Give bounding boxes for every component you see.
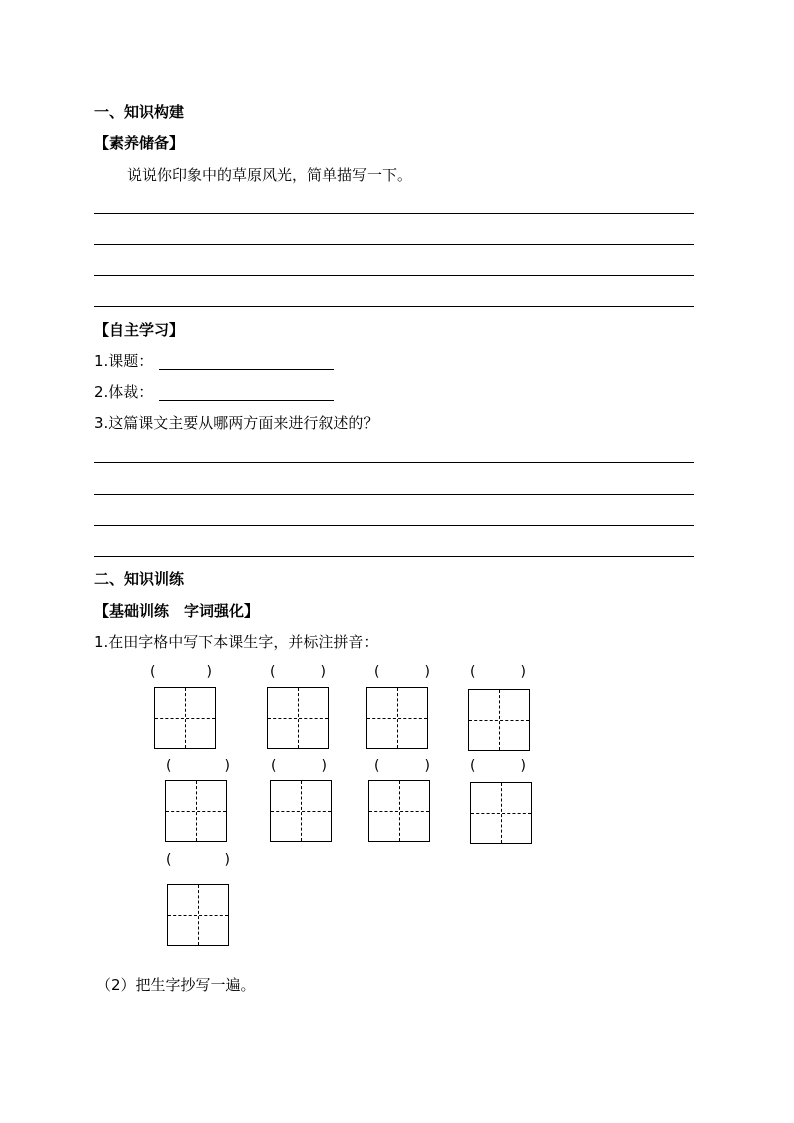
tianzige-grid[interactable] <box>366 687 428 749</box>
tianzige-grid[interactable] <box>167 884 229 946</box>
pinyin-parentheses[interactable]: ( ) <box>150 664 212 680</box>
genre-blank[interactable] <box>159 400 334 401</box>
pinyin-parentheses[interactable]: ( ) <box>166 758 230 774</box>
answer-line[interactable] <box>94 556 694 557</box>
question-narration-aspects: 3.这篇课文主要从哪两方面来进行叙述的？ <box>94 414 379 432</box>
subsection-title-literacy-reserve: 【素养储备】 <box>94 134 185 152</box>
subsection-title-self-study: 【自主学习】 <box>94 321 185 339</box>
literacy-prompt: 说说你印象中的草原风光，简单描写一下。 <box>127 166 413 184</box>
answer-line[interactable] <box>94 494 694 495</box>
tianzige-grid[interactable] <box>270 780 332 842</box>
tianzige-grid[interactable] <box>267 687 329 749</box>
section-heading-2: 二、知识训练 <box>94 570 185 588</box>
question-copy-characters: （2）把生字抄写一遍。 <box>96 976 256 994</box>
answer-line[interactable] <box>94 244 694 245</box>
answer-line[interactable] <box>94 213 694 214</box>
question-genre-label: 2.体裁： <box>94 383 154 401</box>
tianzige-grid[interactable] <box>165 780 227 842</box>
pinyin-parentheses[interactable]: ( ) <box>270 664 326 680</box>
answer-line[interactable] <box>94 525 694 526</box>
tianzige-grid[interactable] <box>154 687 216 749</box>
tianzige-grid[interactable] <box>468 689 530 751</box>
tianzige-grid[interactable] <box>470 782 532 844</box>
subsection-title-basic-training: 【基础训练 字词强化】 <box>94 602 260 620</box>
pinyin-parentheses[interactable]: ( ) <box>470 664 526 680</box>
pinyin-parentheses[interactable]: ( ) <box>470 758 526 774</box>
pinyin-parentheses[interactable]: ( ) <box>271 758 327 774</box>
tianzige-grid[interactable] <box>368 780 430 842</box>
answer-line[interactable] <box>94 462 694 463</box>
answer-line[interactable] <box>94 275 694 276</box>
question-write-characters: 1.在田字格中写下本课生字，并标注拼音： <box>94 633 379 651</box>
section-heading-1: 一、知识构建 <box>94 103 185 121</box>
topic-blank[interactable] <box>159 369 334 370</box>
question-topic-label: 1.课题： <box>94 352 154 370</box>
pinyin-parentheses[interactable]: ( ) <box>374 758 430 774</box>
pinyin-parentheses[interactable]: ( ) <box>374 664 430 680</box>
answer-line[interactable] <box>94 306 694 307</box>
pinyin-parentheses[interactable]: ( ) <box>166 852 230 868</box>
